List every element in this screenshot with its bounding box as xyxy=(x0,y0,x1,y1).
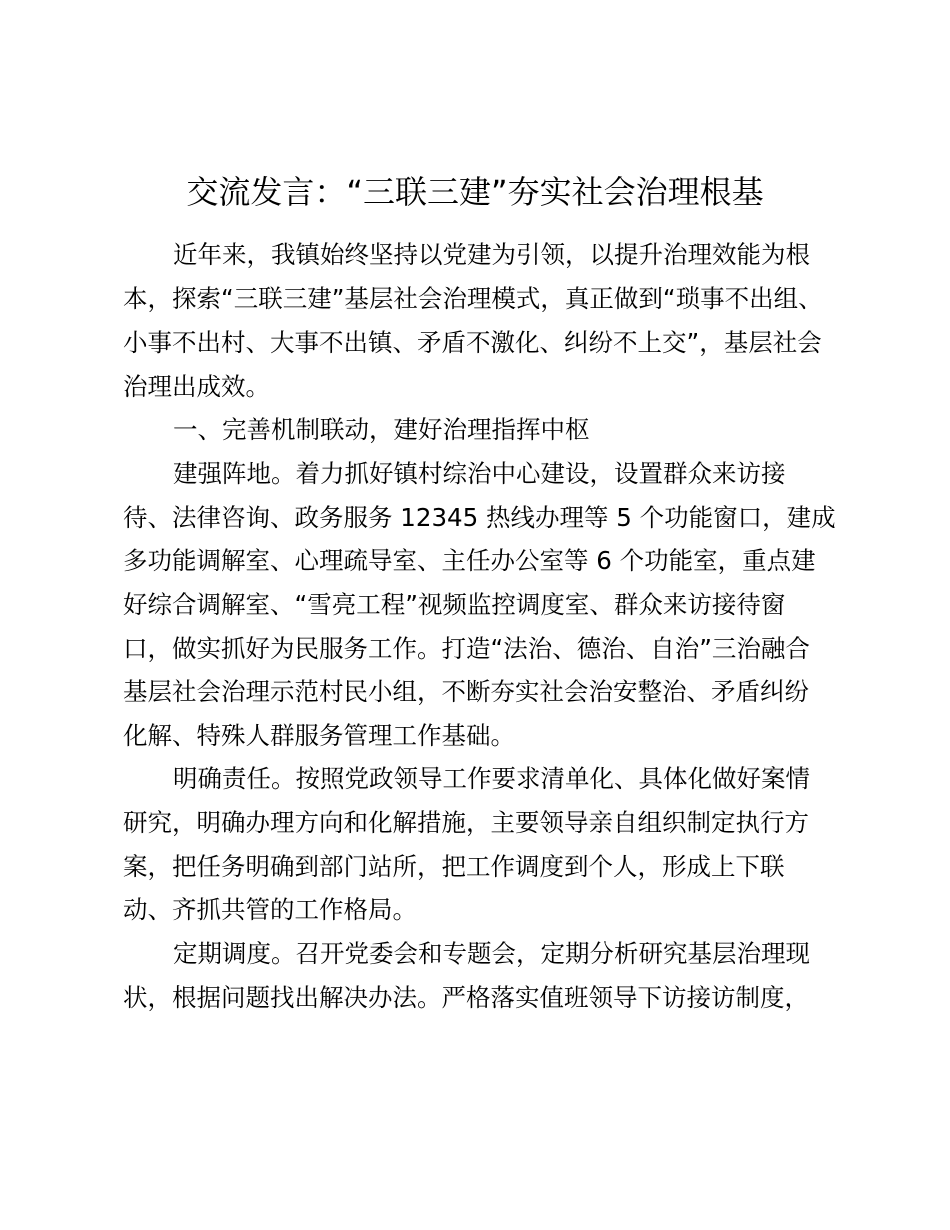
text-line: 本，探索“三联三建”基层社会治理模式，真正做到“琐事不出组、 xyxy=(123,284,823,313)
text-line: 小事不出村、大事不出镇、矛盾不激化、纠纷不上交”，基层社会 xyxy=(123,328,822,357)
text-line: 基层社会治理示范村民小组，不断夯实社会治安整治、矛盾纠纷 xyxy=(123,677,809,706)
text-line: 研究，明确办理方向和化解措施，主要领导亲自组织制定执行方 xyxy=(123,808,809,837)
text-line: 治理出成效。 xyxy=(123,372,270,401)
text-line: 建强阵地。着力抓好镇村综治中心建设，设置群众来访接 xyxy=(173,459,786,488)
document-title: 交流发言：“三联三建”夯实社会治理根基 xyxy=(186,173,764,211)
text-line: 多功能调解室、心理疏导室、主任办公室等 6 个功能室，重点建 xyxy=(123,546,816,575)
text-line: 案，把任务明确到部门站所，把工作调度到个人，形成上下联 xyxy=(123,852,785,881)
text-line: 近年来，我镇始终坚持以党建为引领，以提升治理效能为根 xyxy=(173,240,810,269)
text-line: 化解、特殊人群服务管理工作基础。 xyxy=(123,721,515,750)
text-line: 口，做实抓好为民服务工作。打造“法治、德治、自治”三治融合 xyxy=(123,634,810,663)
text-line: 好综合调解室、“雪亮工程”视频监控调度室、群众来访接待窗 xyxy=(123,590,786,619)
text-line: 动、齐抓共管的工作格局。 xyxy=(123,895,417,924)
section-heading: 一、完善机制联动，建好治理指挥中枢 xyxy=(173,415,590,444)
text-line: 待、法律咨询、政务服务 12345 热线办理等 5 个功能窗口，建成 xyxy=(123,503,836,532)
text-line: 状，根据问题找出解决办法。严格落实值班领导下访接访制度， xyxy=(123,983,809,1012)
text-line: 明确责任。按照党政领导工作要求清单化、具体化做好案情 xyxy=(173,764,810,793)
text-line: 定期调度。召开党委会和专题会，定期分析研究基层治理现 xyxy=(173,939,810,968)
